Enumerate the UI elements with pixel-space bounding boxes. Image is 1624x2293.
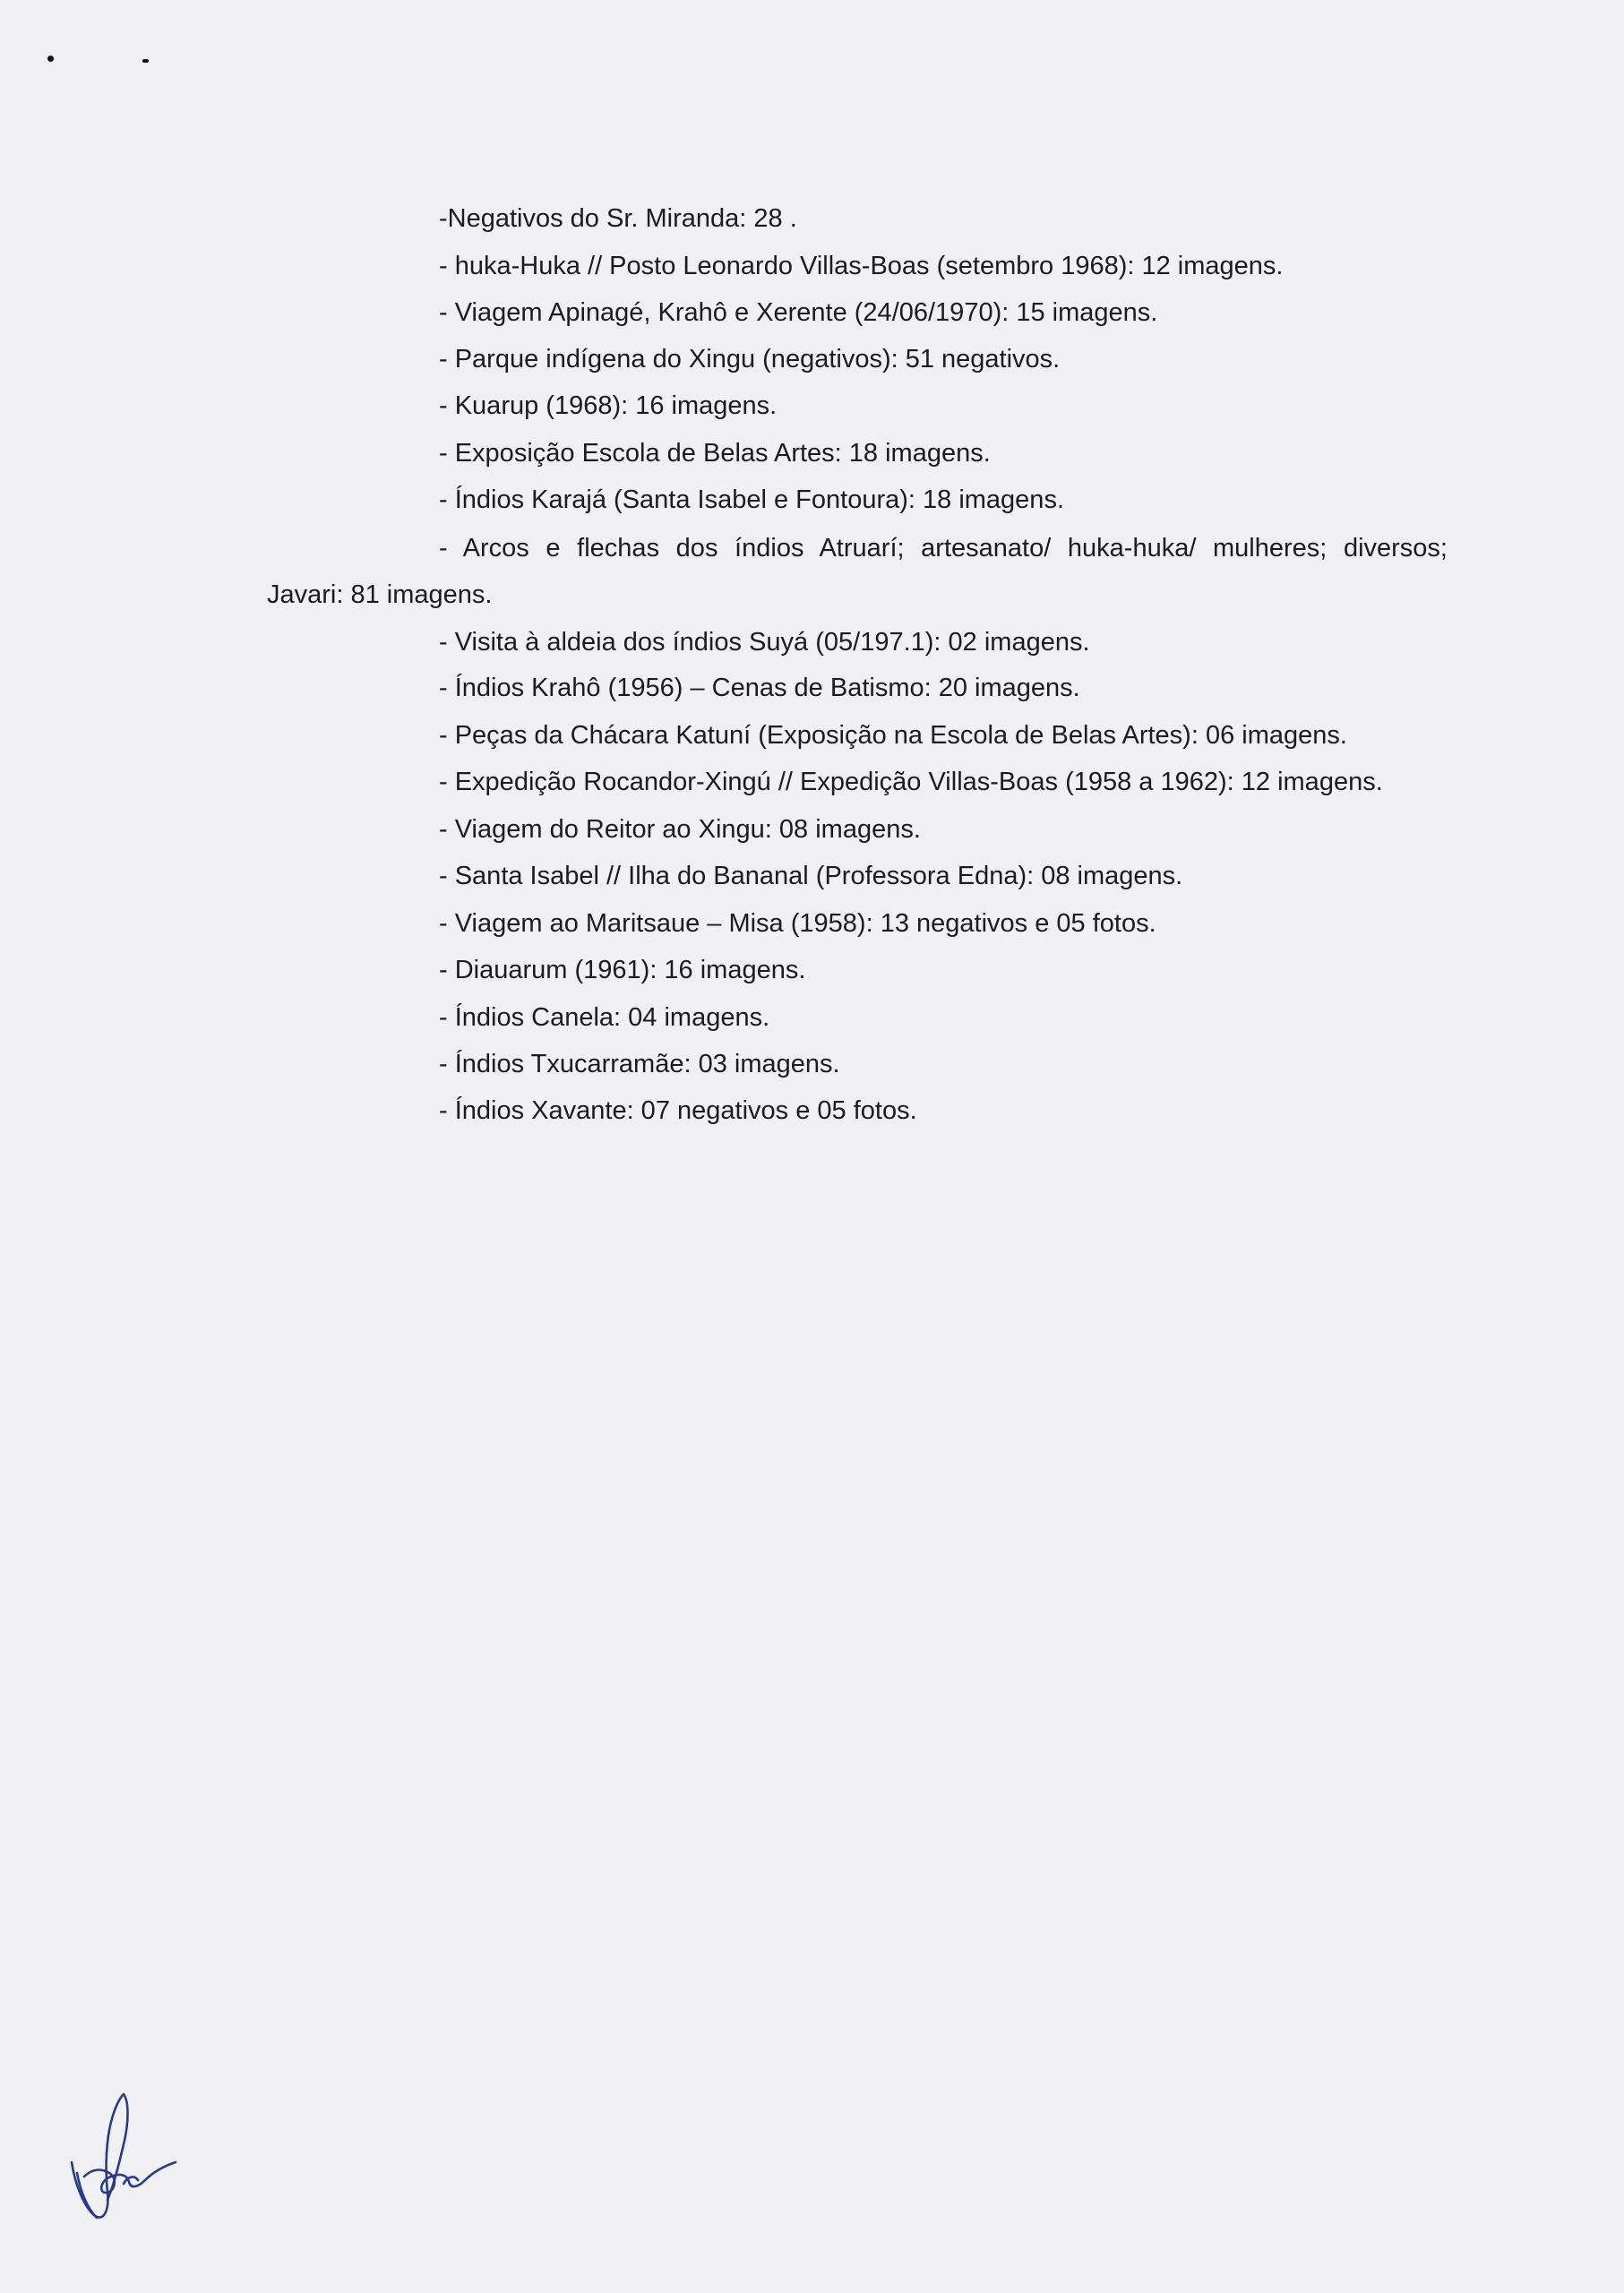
scan-dash-mark: [142, 59, 149, 63]
scan-dot-mark: [47, 56, 54, 62]
list-item: - Parque indígena do Xingu (negativos): 51 negativos.: [439, 345, 1061, 374]
list-item: - Índios Canela: 04 imagens.: [439, 1003, 770, 1032]
list-item: - Viagem do Reitor ao Xingu: 08 imagens.: [439, 815, 921, 844]
list-item: - Índios Karajá (Santa Isabel e Fontoura): 18 imagens.: [439, 485, 1064, 514]
list-item-continuation: Javari: 81 imagens.: [267, 580, 493, 609]
list-item: - Visita à aldeia dos índios Suyá (05/197.1): 02 imagens.: [439, 628, 1090, 657]
list-item: - Peças da Chácara Katuní (Exposição na Escola de Belas Artes): 06 imagens.: [439, 721, 1347, 750]
list-item: - Índios Txucarramãe: 03 imagens.: [439, 1050, 840, 1078]
list-item: - Viagem Apinagé, Krahô e Xerente (24/06/1970): 15 imagens.: [439, 298, 1158, 327]
list-item: - Exposição Escola de Belas Artes: 18 imagens.: [439, 439, 991, 468]
list-item: -Negativos do Sr. Miranda: 28 .: [439, 204, 797, 233]
list-item: - Viagem ao Maritsaue – Misa (1958): 13 negativos e 05 fotos.: [439, 909, 1156, 938]
list-item: - Arcos e flechas dos índios Atruarí; artesanato/ huka-huka/ mulheres; diversos;: [439, 534, 1448, 563]
list-item: - Expedição Rocandor-Xingú // Expedição Villas-Boas (1958 a 1962): 12 imagens.: [439, 768, 1383, 796]
list-item: - Diauarum (1961): 16 imagens.: [439, 956, 806, 984]
list-item: - Santa Isabel // Ilha do Bananal (Professora Edna): 08 imagens.: [439, 862, 1183, 890]
handwritten-signature-icon: [64, 2087, 181, 2230]
list-item: - huka-Huka // Posto Leonardo Villas-Boas (setembro 1968): 12 imagens.: [439, 252, 1284, 280]
list-item: - Índios Xavante: 07 negativos e 05 fotos.: [439, 1096, 917, 1125]
list-item: - Kuarup (1968): 16 imagens.: [439, 391, 778, 420]
list-item: - Índios Krahô (1956) – Cenas de Batismo: 20 imagens.: [439, 674, 1080, 702]
